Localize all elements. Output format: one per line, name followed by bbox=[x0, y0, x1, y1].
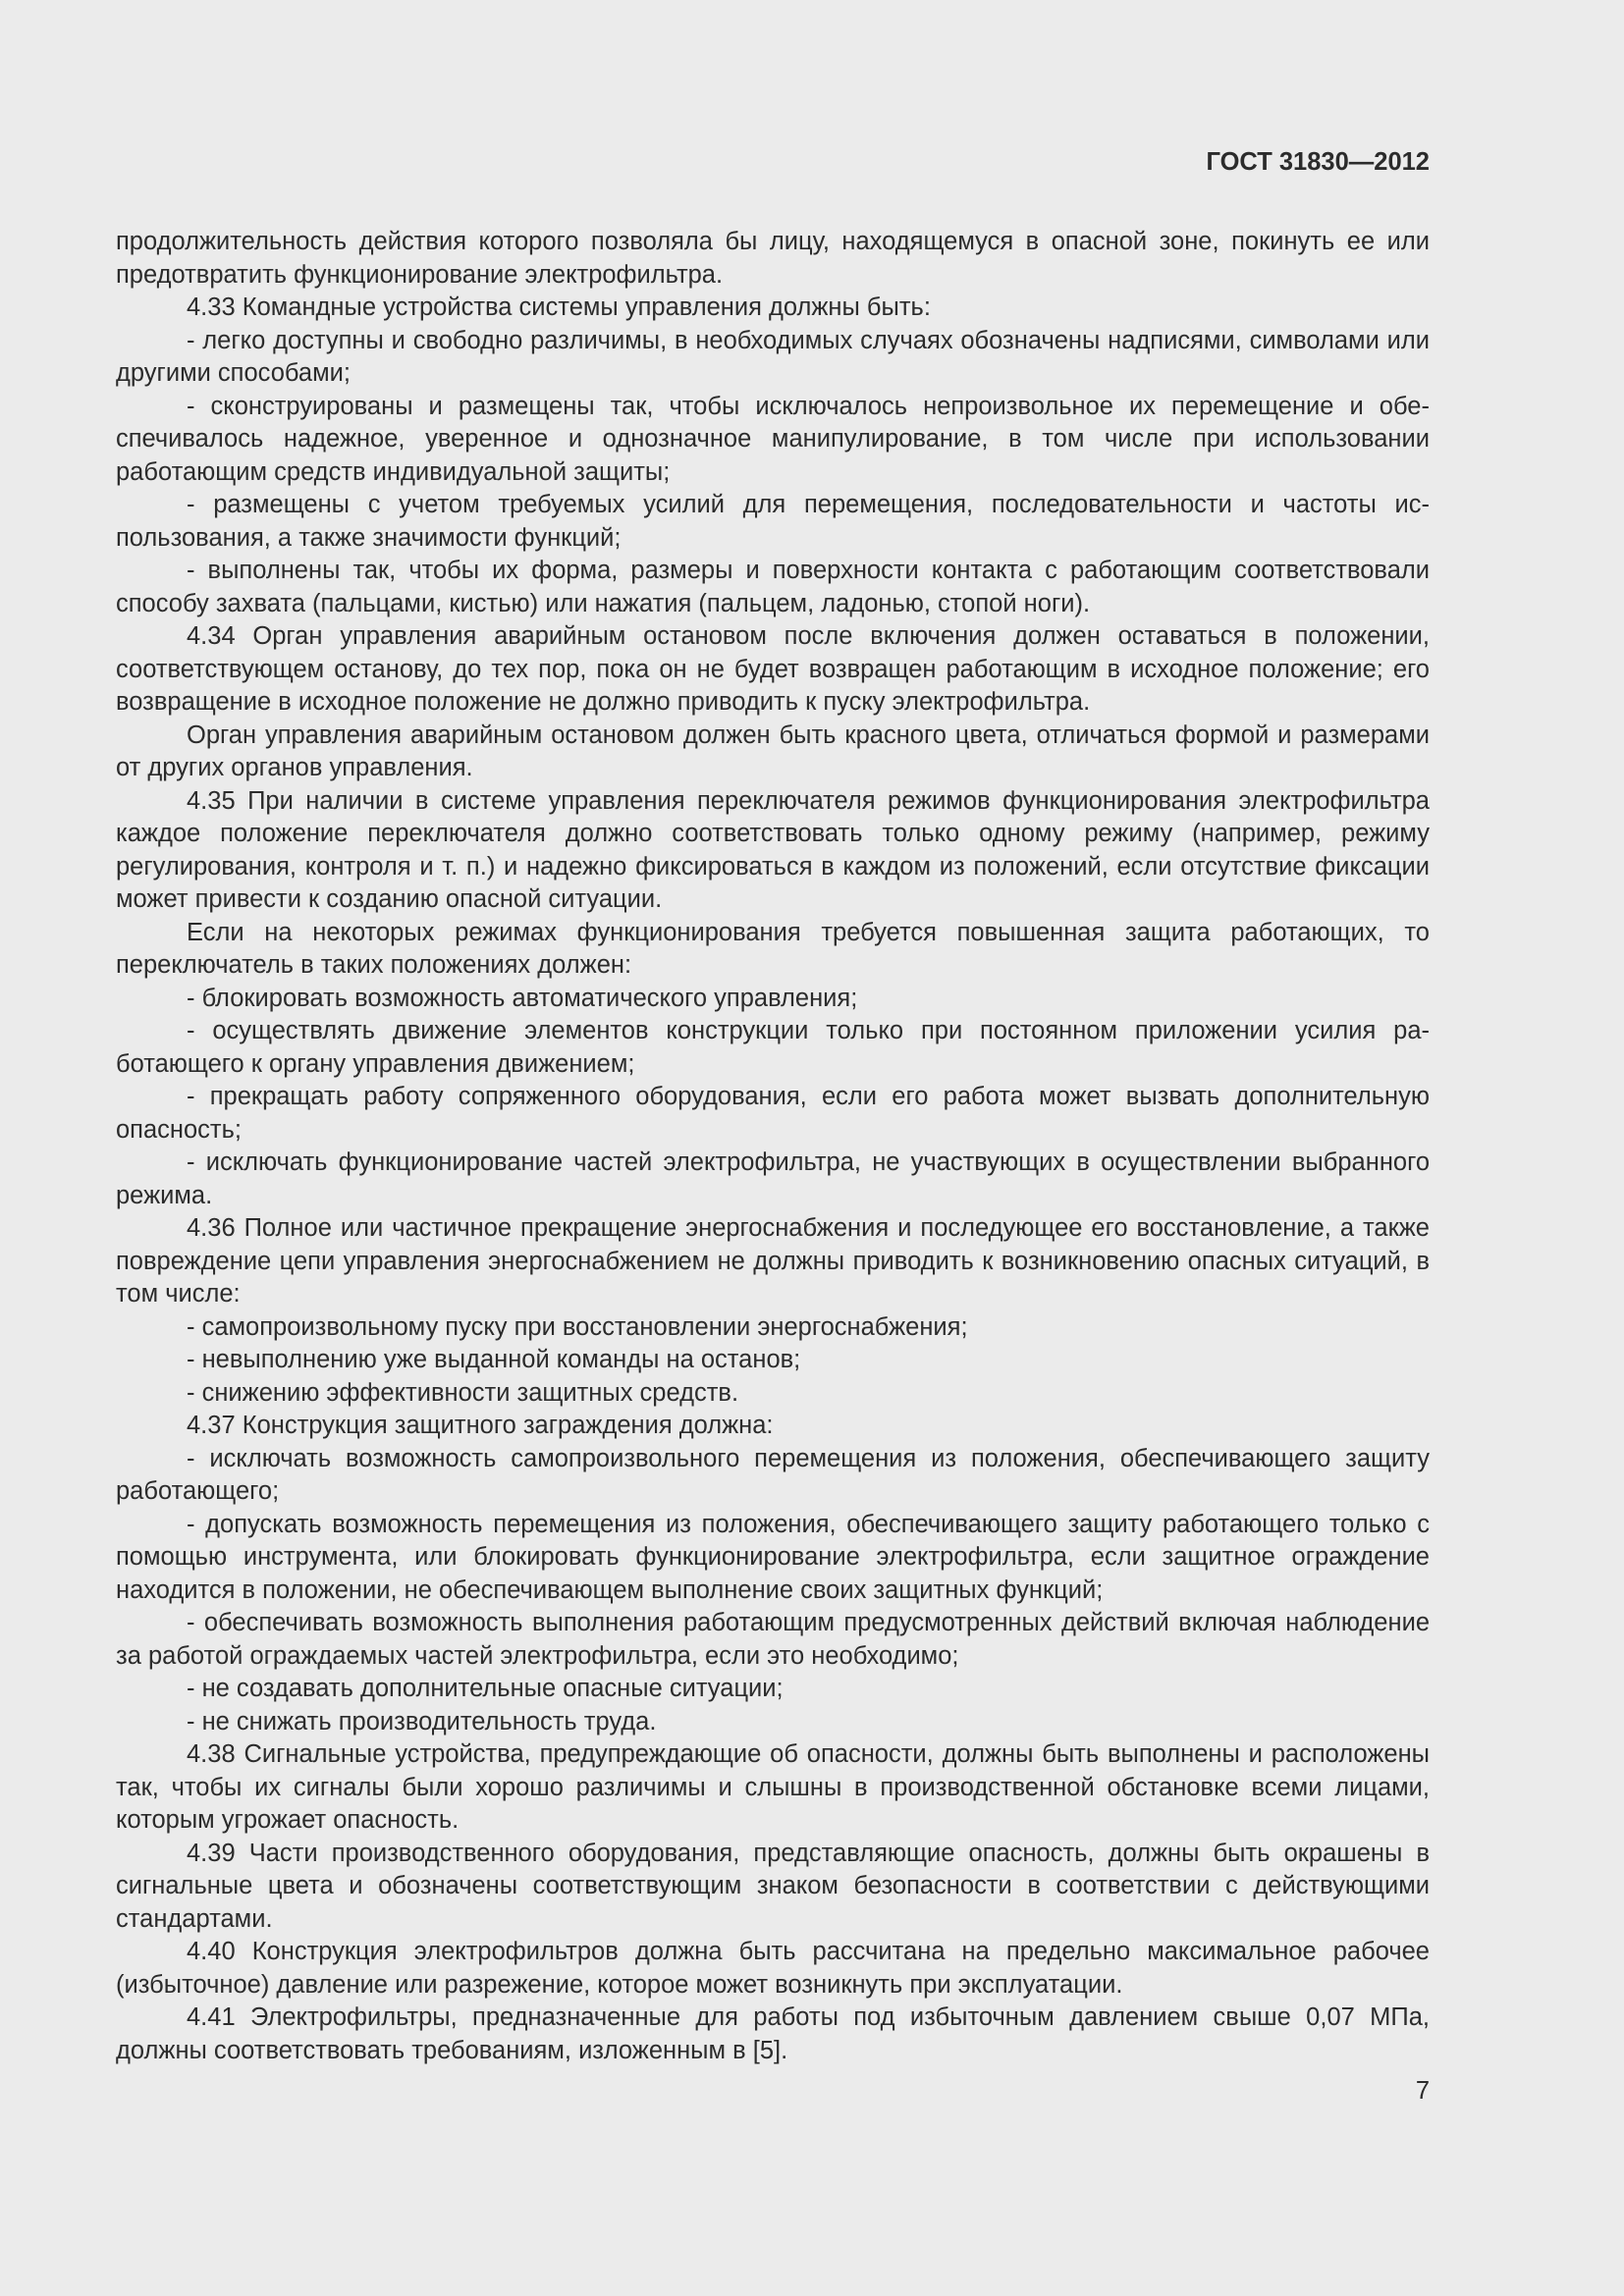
clause-paragraph: Орган управления аварийным остановом должен быть красного цвета, отличаться формой и размерами от других органов управления. bbox=[116, 721, 1430, 781]
list-item: - снижению эффективности защитных средств. bbox=[187, 1378, 739, 1407]
list-item: - сконструированы и размещены так, чтобы исключалось непроизвольное их перемещение и обеспечивалось надежное, уверенное и однозначное манипулирование, в том числе при использовании работающим средств индивидуальной защиты; bbox=[116, 392, 1430, 486]
clause-paragraph: 4.41 Электрофильтры, предназначенные для работы под избыточным давлением свыше 0,07 МПа, должны соответствовать требованиям, изложенным в [5]. bbox=[116, 2003, 1430, 2064]
clause-paragraph: 4.33 Командные устройства системы управления должны быть: bbox=[187, 294, 931, 321]
clause-paragraph: 4.39 Части производственного оборудования, представляющие опасность, должны быть окрашены в сигнальные цвета и обозначены соответствующим знаком безопасности в соответствии с действующими стандартами. bbox=[116, 1839, 1430, 1933]
list-item: - выполнены так, чтобы их форма, размеры и поверхности контакта с работающим соответствовали способу захвата (пальцами, кистью) или нажатия (пальцем, ладонью, стопой ноги). bbox=[116, 557, 1430, 617]
clause-paragraph: 4.40 Конструкция электрофильтров должна быть рассчитана на предельно максимальное рабочее (избыточное) давление или разрежение, которое может возникнуть при эксплуатации. bbox=[116, 1938, 1430, 1999]
list-item: - допускать возможность перемещения из положения, обеспечивающего защиту работающего только с помощью инструмента, или блокировать функционирование электрофильтра, если защитное ограждение находится в положении, не обеспечивающем выполнение своих защитных функций; bbox=[116, 1510, 1430, 1604]
list-item: - осуществлять движение элементов конструкции только при постоянном приложении усилия работающего к органу управления движением; bbox=[116, 1017, 1430, 1078]
list-item: - не создавать дополнительные опасные ситуации; bbox=[187, 1675, 784, 1702]
list-item: - самопроизвольному пуску при восстановлении энергоснабжения; bbox=[187, 1312, 968, 1341]
list-item: - прекращать работу сопряженного оборудования, если его работа может вызвать дополнительную опасность; bbox=[116, 1083, 1430, 1144]
clause-paragraph: 4.37 Конструкция защитного заграждения должна: bbox=[187, 1412, 774, 1439]
list-item: - исключать функционирование частей электрофильтра, не участвующих в осуществлении выбранного режима. bbox=[116, 1148, 1430, 1209]
clause-paragraph: 4.34 Орган управления аварийным остановом после включения должен оставаться в положении, соответствующем останову, до тех пор, пока он не будет возвращен работающим в исходное положение; его возвращение в исходное положение не должно приводить к пуску электрофильтра. bbox=[116, 622, 1430, 716]
clause-paragraph: 4.36 Полное или частичное прекращение энергоснабжения и последующее его восстановление, а также повреждение цепи управления энергоснабжением не должны приводить к возникновению опасных ситуаций, в том числе: bbox=[116, 1214, 1430, 1308]
clause-paragraph: Если на некоторых режимах функционирования требуется повышенная защита работающих, то переключатель в таких положениях должен: bbox=[116, 918, 1430, 979]
list-item: - невыполнению уже выданной команды на останов; bbox=[187, 1346, 801, 1373]
list-item: - легко доступны и свободно различимы, в необходимых случаях обозначены надписями, символами или другими способами; bbox=[116, 326, 1430, 387]
document-body bbox=[116, 226, 1430, 2067]
clause-paragraph: 4.38 Сигнальные устройства, предупреждающие об опасности, должны быть выполнены и расположены так, чтобы их сигналы были хорошо различимы и слышны в производственной обстановке всеми лицами, которым угрожает опасность. bbox=[116, 1740, 1430, 1834]
continued-paragraph: продолжительность действия которого позволяла бы лицу, находящемуся в опасной зоне, покинуть ее или предотвратить функционирование электрофильтра. bbox=[116, 228, 1430, 289]
page-number: 7 bbox=[1415, 2077, 1430, 2105]
list-item: - размещены с учетом требуемых усилий для перемещения, последовательности и частоты использования, а также значимости функций; bbox=[116, 491, 1430, 552]
list-item: - блокировать возможность автоматического управления; bbox=[187, 984, 858, 1012]
list-item: - не снижать производительность труда. bbox=[187, 1707, 657, 1735]
list-item: - обеспечивать возможность выполнения работающим предусмотренных действий включая наблюдение за работой ограждаемых частей электрофильтра, если это необходимо; bbox=[116, 1609, 1430, 1670]
document-standard-id: ГОСТ 31830—2012 bbox=[1206, 148, 1430, 176]
clause-paragraph: 4.35 При наличии в системе управления переключателя режимов функционирования электрофильтра каждое положение переключателя должно соответствовать только одному режиму (например, режиму регулирования, контроля и т. п.) и надежно фиксироваться в каждом из положений, если отсутствие фиксации может привести к созданию опасной ситуации. bbox=[116, 786, 1430, 913]
list-item: - исключать возможность самопроизвольного перемещения из положения, обеспечивающего защиту работающего; bbox=[116, 1444, 1430, 1505]
